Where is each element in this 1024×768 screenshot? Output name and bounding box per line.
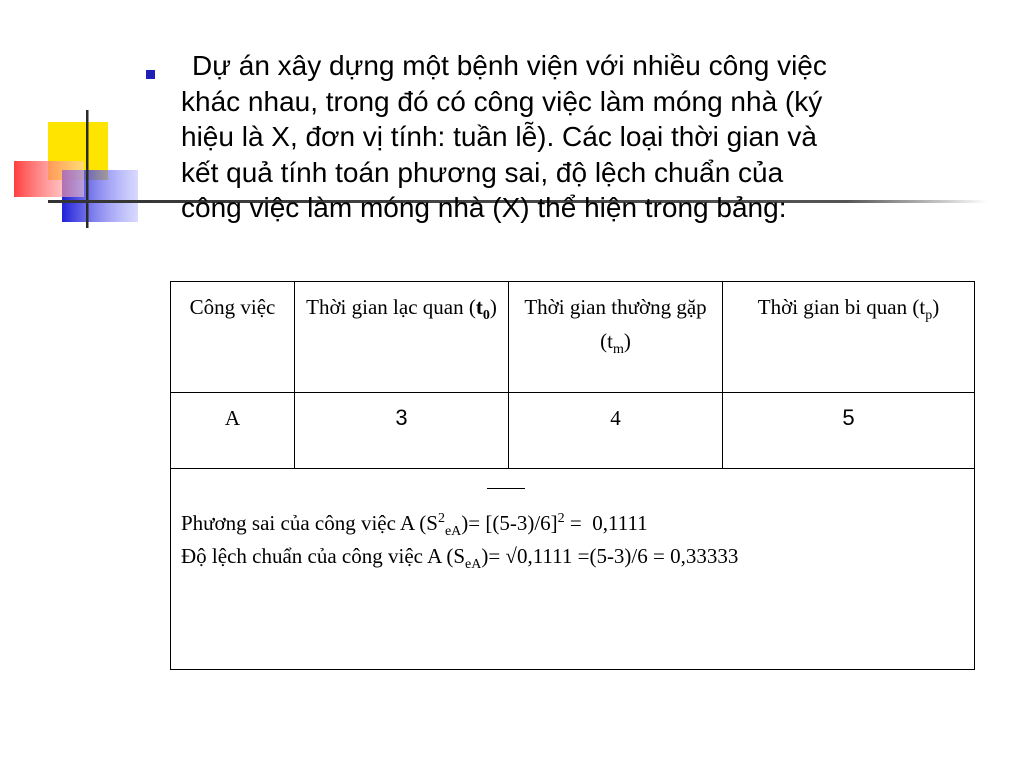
cell-pessimistic: 5 xyxy=(723,393,975,469)
variance-formula: Phương sai của công việc A $(S^2_{eA})= [(5-3)/6]^2 = 0,1111$ xyxy=(181,511,648,540)
cell-task: A xyxy=(171,393,295,469)
result-cell xyxy=(171,469,975,670)
intro-line-3: hiệu là X, đơn vị tính: tuần lễ). Các loại thời gian và xyxy=(181,121,817,152)
table-row xyxy=(171,393,975,469)
decor-vertical-line xyxy=(86,110,89,228)
sqrt-overline xyxy=(487,488,525,489)
header-pessimistic: Thời gian bi quan $(t_p)$ xyxy=(723,282,975,393)
intro-line-4: kết quả tính toán phương sai, độ lệch chuẩn của xyxy=(181,156,784,188)
intro-line-5: công việc làm móng nhà (X) thể hiện trong bảng: xyxy=(181,192,787,223)
intro-line-1: Dự án xây dựng một bệnh viện với nhiều công việc xyxy=(192,50,827,81)
table-result-row xyxy=(171,469,975,670)
header-most-likely: Thời gian thường gặp $(t_m)$ xyxy=(509,282,723,393)
cell-optimistic: 3 xyxy=(295,393,509,469)
intro-line-2: khác nhau, trong đó có công việc làm móng nhà (ký xyxy=(181,85,823,117)
cell-most-likely: 4 xyxy=(509,393,723,469)
header-optimistic: Thời gian lạc quan $(t_0)$ xyxy=(295,282,509,393)
header-task: Công việc xyxy=(171,282,295,393)
bullet-icon xyxy=(146,70,155,79)
decor-red-bar xyxy=(14,161,84,197)
table-header-row xyxy=(171,282,975,393)
pert-time-table xyxy=(170,281,975,670)
intro-paragraph xyxy=(181,48,981,226)
stddev-formula: Độ lệch chuẩn của công việc A $(S_{eA})= √0,1111 =(5-3)/6 = 0,33333$ xyxy=(181,544,739,573)
